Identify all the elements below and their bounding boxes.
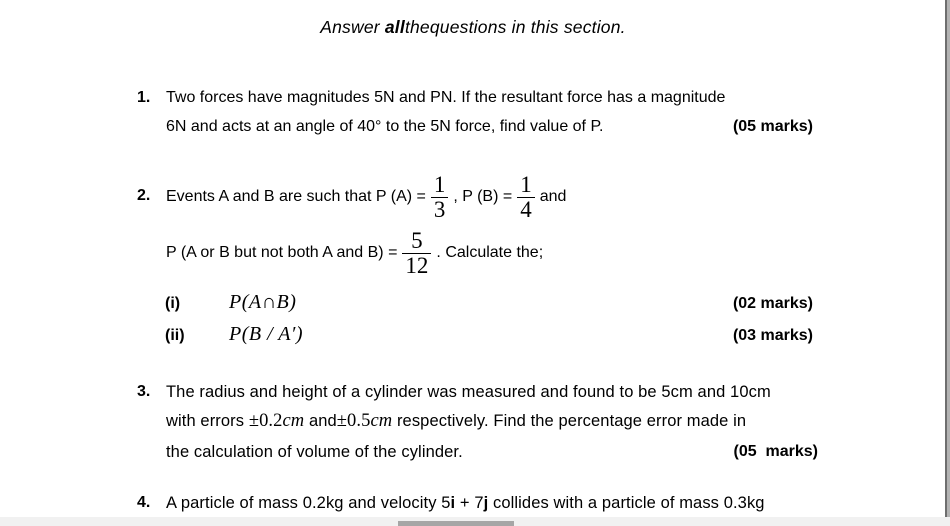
q3-text-c: respectively. Find the percentage error made in [392,412,747,430]
question-1-marks: (05 marks) [732,118,813,135]
question-2i-expression: P(A∩B) [229,291,297,313]
q2-text-a: Events A and B are such that P (A) = [166,188,426,205]
question-3-marks: (05 marks) [733,443,818,460]
q3-text-a: with errors [166,412,249,430]
fraction-numerator: 5 [411,227,423,253]
q3-error-1-unit: cm [282,411,305,431]
question-3-number: 3. [137,383,151,400]
question-2i-label: (i) [165,295,181,312]
fraction-numerator: 1 [433,171,446,197]
question-2ii-marks: (03 marks) [732,327,813,344]
q2-text-d: P (A or B but not both A and B) = [166,244,398,261]
question-1-line-1: Two forces have magnitudes 5N and PN. If the resultant force has a magnitude [166,89,726,106]
scrollbar-thumb[interactable] [398,521,514,526]
question-2-number: 2. [137,187,151,204]
q4-text-a: A particle of mass 0.2kg and velocity 5 [166,494,451,512]
question-1-line-2: 6N and acts at an angle of 40° to the 5N force, find value of P. [166,118,604,135]
question-3-line-2 [166,409,746,433]
fraction-five-twelfths [402,229,431,278]
q2-text-e: . Calculate the; [436,244,544,261]
q4-vector-j: j [483,494,489,512]
fraction-denominator: 3 [431,197,449,222]
q2-text-b: , P (B) = [453,188,513,205]
fraction-one-quarter [517,173,535,222]
q3-error-1: ±0.2 [248,411,283,431]
q4-vector-i: i [450,494,456,512]
question-3-line-1: The radius and height of a cylinder was measured and found to be 5cm and 10cm [166,383,771,401]
q2-text-c: and [539,188,567,205]
question-2i-marks: (02 marks) [732,295,813,312]
fraction-denominator: 12 [402,253,431,278]
horizontal-scrollbar[interactable] [0,517,950,526]
instruction-pre: Answer [320,17,385,37]
q4-text-c: collides with a particle of mass 0.3kg [488,494,765,512]
q4-text-b: + 7 [455,494,484,512]
section-instruction [0,17,946,38]
instruction-post: thequestions in this section. [404,17,626,37]
question-2ii-label: (ii) [165,327,185,344]
question-2-line-2 [166,228,543,278]
question-3-line-3: the calculation of volume of the cylinder. [166,443,463,461]
question-4-number: 4. [137,494,151,511]
fraction-denominator: 4 [517,197,535,222]
question-2-line-1 [166,172,566,222]
q3-error-2-unit: cm [370,411,393,431]
q3-text-b: and [304,412,337,430]
instruction-bold: all [384,17,405,37]
fraction-numerator: 1 [520,171,532,197]
fraction-one-third [431,173,449,222]
q3-error-2: ±0.5 [336,411,371,431]
question-2ii-expression: P(B / A′) [229,323,304,345]
question-4-line-1 [166,493,765,513]
question-1-number: 1. [137,89,151,106]
